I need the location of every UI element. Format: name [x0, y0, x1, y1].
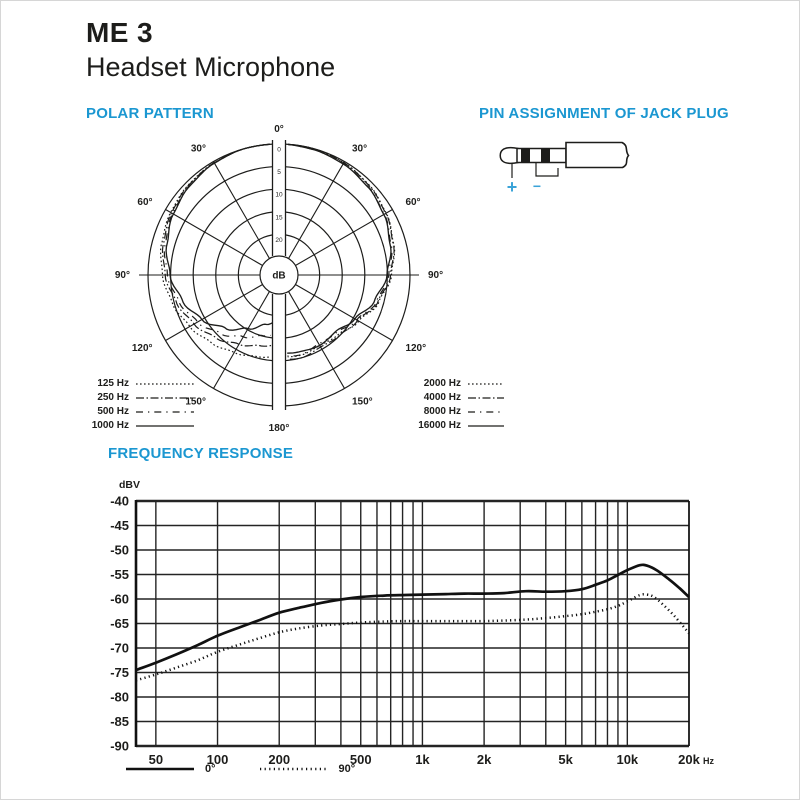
fr-x-tick-label: 2k [476, 752, 492, 767]
jack-plug-diagram [481, 129, 696, 209]
fr-y-tick-label: -65 [110, 616, 129, 631]
legend-label: 8000 Hz [423, 406, 461, 417]
legend-label: 250 Hz [97, 392, 129, 403]
legend-line-sample [136, 380, 194, 388]
fr-y-tick-label: -75 [110, 665, 129, 680]
fr-x-tick-label: 5k [558, 752, 573, 767]
polar-angle-label: 90° [114, 270, 130, 281]
fr-y-tick-label: -85 [110, 714, 129, 729]
fr-x-tick-label: 500 [349, 752, 372, 767]
legend-item [83, 391, 194, 404]
polar-angle-label: 0° [274, 124, 284, 135]
polar-curve-500hz [164, 144, 270, 338]
legend-label: 2000 Hz [423, 378, 461, 389]
polar-curve-16000hz [287, 145, 391, 354]
legend-item [409, 377, 504, 390]
frequency-response-heading: FREQUENCY RESPONSE [108, 445, 294, 462]
jack-plus-label: + [506, 177, 518, 197]
legend-item [83, 377, 194, 390]
fr-y-tick-label: -70 [110, 640, 129, 656]
polar-curve-4000hz [288, 144, 394, 359]
polar-angle-label: 150° [352, 396, 373, 408]
jack-insulator-band-1 [521, 148, 530, 163]
polar-center-label: dB [272, 270, 286, 282]
fr-y-tick-label: -45 [110, 518, 129, 533]
fr-legend-label: 90° [338, 763, 356, 775]
fr-grid [136, 500, 689, 747]
fr-y-tick-label: -55 [110, 567, 129, 582]
polar-curve-8000hz [288, 145, 393, 357]
polar-angle-label: 30° [352, 143, 368, 155]
legend-line-sample [136, 394, 194, 402]
legend-item [409, 419, 504, 432]
polar-ring-label: 0 [277, 146, 281, 154]
legend-label: 16000 Hz [418, 420, 461, 431]
legend-line-sample [468, 408, 504, 416]
legend-label: 1000 Hz [91, 420, 129, 431]
fr-legend-label: 0° [205, 763, 216, 775]
jack-minus-label: − [532, 178, 542, 194]
legend-line-sample [136, 408, 194, 416]
jack-body [566, 143, 629, 168]
fr-y-tick-label: -40 [110, 493, 129, 509]
jack-minus-lead [536, 163, 558, 176]
polar-ring-label: 15 [275, 214, 283, 222]
jack-plug-heading: PIN ASSIGNMENT OF JACK PLUG [479, 105, 729, 122]
fr-y-tick-label: -80 [110, 689, 129, 705]
fr-x-tick-label: 1k [415, 752, 430, 767]
polar-legend-low-frequencies [83, 377, 194, 432]
fr-x-axis-unit: Hz [703, 756, 714, 766]
legend-item [83, 405, 194, 418]
polar-angle-label: 60° [137, 197, 153, 208]
polar-angle-label: 90° [428, 270, 444, 281]
legend-item [409, 405, 504, 418]
legend-item [83, 419, 194, 432]
legend-line-sample [468, 380, 504, 388]
legend-line-sample [468, 422, 504, 430]
fr-legend-line-sample [124, 764, 196, 774]
legend-label: 500 Hz [97, 406, 129, 417]
frequency-response-chart [76, 469, 776, 769]
polar-angle-label: 120° [131, 343, 153, 354]
fr-y-tick-label: -50 [110, 542, 129, 558]
fr-legend-line-sample [258, 764, 330, 774]
polar-ring-label: 20 [275, 236, 283, 244]
jack-insulator-band-2 [541, 148, 550, 163]
polar-angle-label: 60° [405, 197, 421, 208]
polar-pattern-heading: POLAR PATTERN [86, 105, 214, 122]
product-title: ME 3 [86, 17, 153, 48]
polar-legend-high-frequencies [409, 377, 504, 432]
fr-y-axis-unit: dBV [119, 479, 140, 491]
fr-x-tick-label: 20k [678, 752, 700, 767]
fr-x-tick-label: 50 [148, 752, 164, 767]
legend-item [409, 391, 504, 404]
legend-label: 125 Hz [97, 378, 129, 389]
polar-angle-label: 150° [185, 396, 206, 408]
frequency-response-legend [124, 763, 355, 775]
polar-angle-label: 30° [190, 143, 206, 155]
product-subtitle: Headset Microphone [86, 52, 336, 82]
polar-ring-label: 10 [275, 191, 283, 199]
legend-line-sample [136, 422, 194, 430]
fr-x-tick-label: 10k [616, 752, 639, 767]
jack-tip [500, 148, 518, 164]
polar-angle-label: 180° [268, 423, 290, 434]
legend-line-sample [468, 394, 504, 402]
fr-y-tick-label: -90 [110, 738, 129, 754]
legend-label: 4000 Hz [423, 392, 461, 403]
polar-ring-label: 5 [277, 169, 281, 177]
fr-x-tick-label: 100 [206, 752, 229, 767]
polar-angle-label: 120° [405, 343, 427, 354]
fr-y-tick-label: -60 [110, 591, 129, 607]
fr-x-tick-label: 200 [268, 752, 291, 767]
polar-curve-2000hz [288, 144, 395, 356]
